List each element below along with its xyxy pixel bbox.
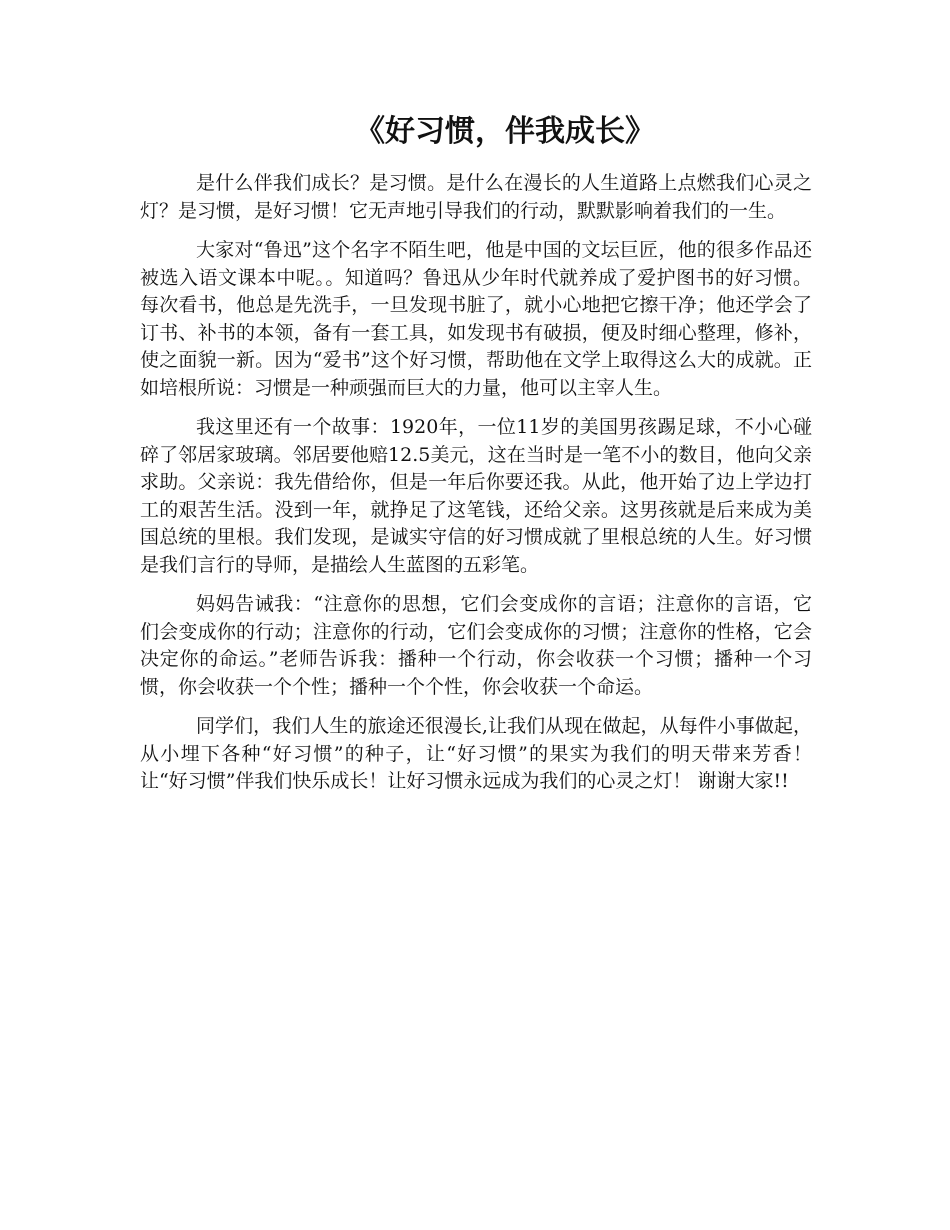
- paragraph-1: 是什么伴我们成长？是习惯。是什么在漫长的人生道路上点燃我们心灵之灯？是习惯，是好习惯！它无声地引导我们的行动，默默影响着我们的一生。: [140, 172, 812, 222]
- paragraph-3: 我这里还有一个故事：1920年，一位11岁的美国男孩踢足球，不小心碰碎了邻居家玻璃。邻居要他赔12.5美元，这在当时是一笔不小的数目，他向父亲求助。父亲说：我先借给你，但是一年后你要还我。从此，他开始了边上学边打工的艰苦生活。没到一年，就挣足了这笔钱，还给父亲。这男孩就是后来成为美国总统的里根。我们发现，是诚实守信的好习惯成就了里根总统的人生。好习惯是我们言行的导师，是描绘人生蓝图的五彩笔。: [140, 416, 812, 576]
- paragraph-4: 妈妈告诫我：“注意你的思想，它们会变成你的言语；注意你的言语，它们会变成你的行动；注意你的行动，它们会变成你的习惯；注意你的性格，它会决定你的命运。”老师告诉我：播种一个行动，你会收获一个习惯；播种一个习惯，你会收获一个个性；播种一个个性，你会收获一个命运。: [140, 593, 812, 698]
- paragraph-5: 同学们，我们人生的旅途还很漫长,让我们从现在做起，从每件小事做起，从小埋下各种“好习惯”的种子，让“好习惯”的果实为我们的明天带来芳香！让“好习惯”伴我们快乐成长！让好习惯永远成为我们的心灵之灯！ 谢谢大家!!: [140, 715, 812, 792]
- document-title: 《好习惯，伴我成长》: [355, 114, 655, 149]
- document-body: [140, 170, 812, 808]
- paragraph-2: 大家对“鲁迅”这个名字不陌生吧，他是中国的文坛巨匠，他的很多作品还被选入语文课本中呢。。知道吗？鲁迅从少年时代就养成了爱护图书的好习惯。每次看书，他总是先洗手，一旦发现书脏了，就小心地把它擦干净；他还学会了订书、补书的本领，备有一套工具，如发现书有破损，便及时细心整理，修补，使之面貌一新。因为“爱书”这个好习惯，帮助他在文学上取得这么大的成就。正如培根所说：习惯是一种顽强而巨大的力量，他可以主宰人生。: [140, 239, 812, 399]
